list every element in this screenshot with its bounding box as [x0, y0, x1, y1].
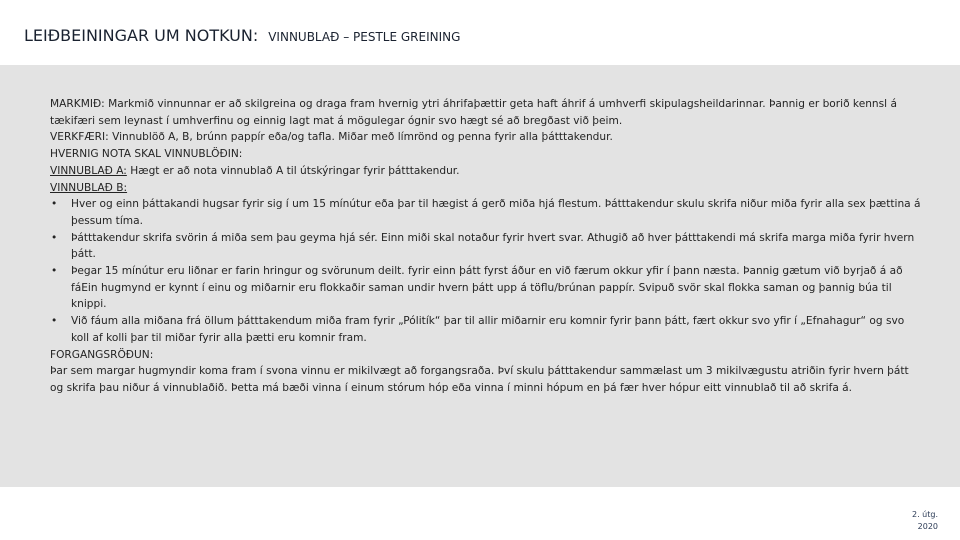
bullet-icon: • [51, 198, 58, 211]
tools-paragraph: VERKFÆRI: Vinnublöð A, B, brúnn pappír eða/og tafla. Miðar með límrönd og penna fyrir alla þátttakendur. [50, 131, 613, 144]
header [24, 26, 460, 50]
worksheet-b-heading [50, 180, 922, 197]
list-item [50, 196, 922, 229]
instructions-body [50, 96, 922, 397]
list-item-text: Þátttakendur skrifa svörin á miða sem þau geyma hjá sér. Einn miði skal notaður fyrir hvert svar. Athugið að hver þátttakendi má skrifa marga miða fyrir hvern þátt. [71, 231, 915, 261]
list-item-text: Þegar 15 mínútur eru liðnar er farin hringur og svörunum deilt. fyrir einn þátt fyrst áður en við færum okkur yfir í þann næsta. Þannig gætum við byrjað á að fáEin hugmynd er kynnt í einu og miðarnir eru flokkaðir saman undir hvern þátt upp á töflu/brúnan pappír. Svipuð svör skal flokka saman og þannig búa til knippi. [71, 265, 903, 311]
bullet-icon: • [51, 265, 58, 278]
how-to-heading: HVERNIG NOTA SKAL VINNUBLÖÐIN: [50, 148, 243, 161]
worksheet-a-paragraph [50, 163, 922, 180]
worksheet-a-label: VINNUBLAÐ A: [50, 164, 127, 177]
page-title: LEIÐBEININGAR UM NOTKUN: [24, 26, 259, 45]
edition-label: 2. útg. [911, 510, 938, 519]
worksheet-b-label: VINNUBLAÐ B: [50, 181, 128, 194]
page-subtitle: VINNUBLAÐ – PESTLE GREINING [268, 30, 461, 44]
bullet-icon: • [51, 315, 58, 328]
priority-paragraph: Þar sem margar hugmyndir koma fram í svona vinnu er mikilvægt að forgangsraða. Því skulu þátttakendur sammælast um 3 mikilvægustu atriðin fyrir hvern þátt og skrifa þau niður á vinnublaðið. Þetta má bæði vinna í einum stórum hóp eða vinna í minni hópum en þá fær hver hópur eitt vinnublað til að skrifa á. [50, 365, 909, 394]
priority-heading: FORGANGSRÖÐUN: [50, 348, 154, 361]
worksheet-a-text: Hægt er að nota vinnublað A til útskýringar fyrir þátttakendur. [126, 164, 460, 177]
list-item [50, 263, 922, 313]
goal-paragraph: MARKMIÐ: Markmið vinnunnar er að skilgreina og draga fram hvernig ytri áhrifaþættir geta haft áhrif á umhverfi skipulagsheildarinnar. Þannig er borið kennsl á tækifæri sem leynast í umhverfinu og einnig lagt mat á mögulegar ógnir svo hægt sé að bregðast við þeim. [50, 98, 897, 127]
footer [912, 509, 938, 533]
list-item-text: Hver og einn þáttakandi hugsar fyrir sig í um 15 mínútur eða þar til hægist á gerð miða hjá flestum. Þátttakendur skulu skrifa niður miða fyrir alla sex þættina á þessum tíma. [71, 198, 921, 227]
bullet-icon: • [51, 231, 58, 244]
list-item [50, 313, 922, 346]
list-item [50, 230, 922, 263]
year-label: 2020 [917, 522, 938, 531]
list-item-text: Við fáum alla miðana frá öllum þátttakendum miða fram fyrir „Pólitík“ þar til allir miðarnir eru komnir fyrir þann þátt, fært okkur svo yfir í „Efnahagur“ og svo koll af kolli þar til miðar fyrir alla þætti eru komnir fram. [71, 315, 905, 344]
